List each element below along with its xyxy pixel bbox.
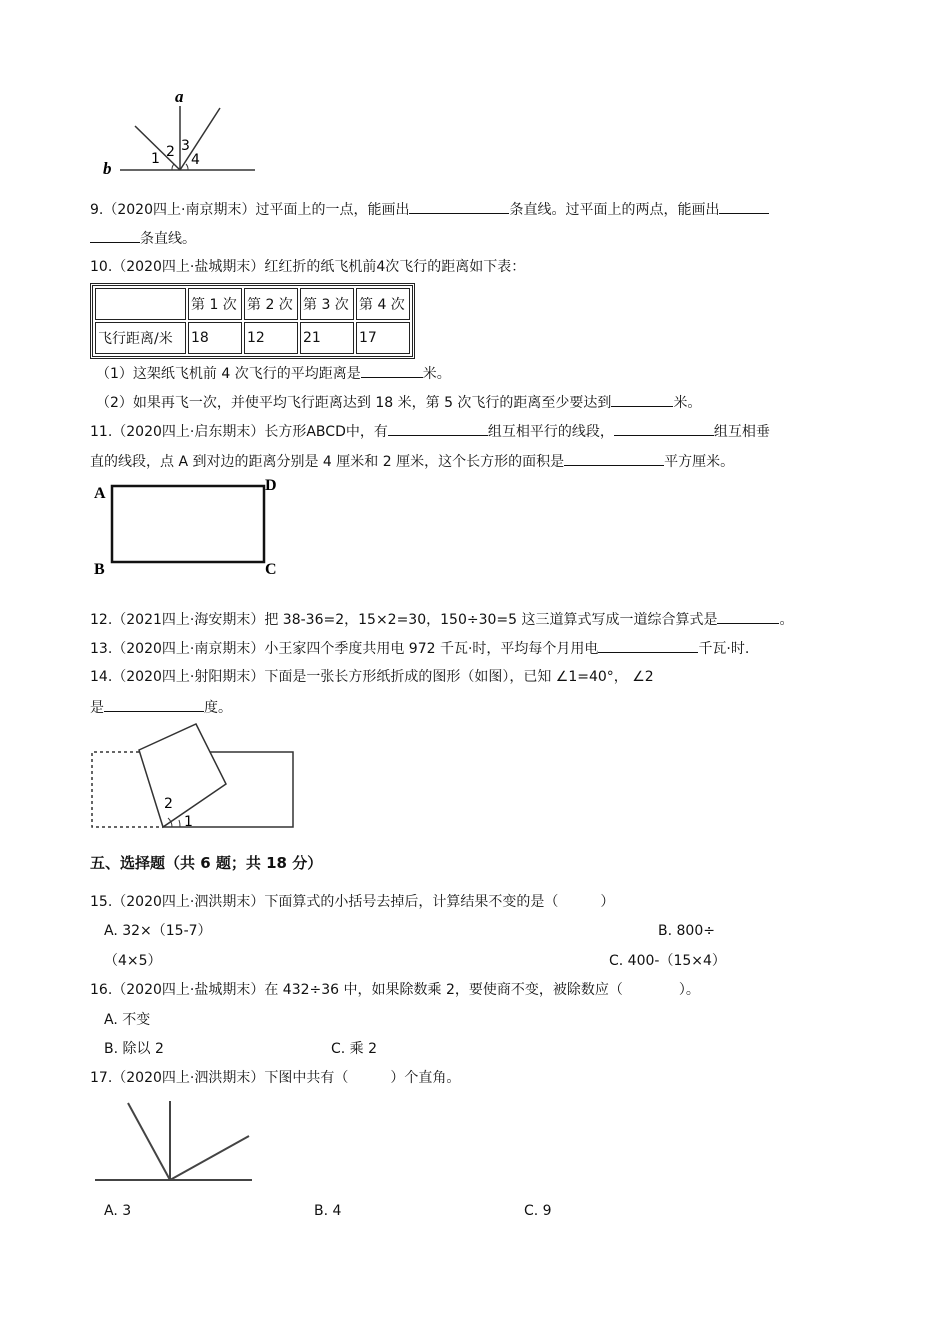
question-number: 11. xyxy=(90,424,113,440)
option-b-continued[interactable]: （4×5） xyxy=(104,953,162,969)
answer-blank[interactable] xyxy=(361,363,423,378)
table-header-cell: 第 1 次 xyxy=(188,288,242,320)
flight-distance-table xyxy=(90,283,415,359)
answer-blank[interactable] xyxy=(717,609,779,624)
table-header-cell: 第 2 次 xyxy=(244,288,298,320)
answer-blank[interactable] xyxy=(598,638,698,653)
question-number: 13. xyxy=(90,641,113,657)
answer-blank[interactable] xyxy=(614,421,714,436)
angle-label-2: 2 xyxy=(164,796,173,812)
option-c[interactable]: C. 9 xyxy=(524,1203,552,1219)
question-source: （2020四上·南京期末） xyxy=(103,202,256,218)
question-10: 10.（2020四上·盐城期末）红红折的纸飞机前4次飞行的距离如下表： xyxy=(90,259,526,275)
option-c[interactable]: C. 乘 2 xyxy=(331,1041,378,1057)
question-17: 17.（2020四上·泗洪期末）下图中共有（ ）个直角。 xyxy=(90,1070,461,1086)
question-9-line2: 条直线。 xyxy=(90,228,196,249)
question-number: 12. xyxy=(90,612,113,628)
angle-label-2: 2 xyxy=(166,144,175,160)
question-11-line2: 直的线段，点 A 到对边的距离分别是 4 厘米和 2 厘米，这个长方形的面积是 平方厘米。 xyxy=(90,451,734,472)
vertex-label-a: A xyxy=(94,485,106,502)
option-a[interactable]: A. 3 xyxy=(104,1203,132,1219)
answer-blank[interactable] xyxy=(611,392,673,407)
angle-label-4: 4 xyxy=(191,152,200,168)
question-number: 16. xyxy=(90,982,113,998)
angle-label-3: 3 xyxy=(181,138,190,154)
table-cell: 18 xyxy=(188,322,242,354)
answer-blank[interactable] xyxy=(719,199,769,214)
option-c[interactable]: C. 400-（15×4） xyxy=(609,953,726,969)
question-16: 16.（2020四上·盐城期末）在 432÷36 中，如果除数乘 2，要使商不变，被除数应（ ）。 xyxy=(90,982,700,998)
question-12: 12.（2021四上·海安期末）把 38-36=2，15×2=30，150÷30=5 这三道算式写成一道综合算式是 。 xyxy=(90,609,793,630)
answer-blank[interactable] xyxy=(90,228,140,243)
answer-blank[interactable] xyxy=(409,199,509,214)
option-a[interactable]: A. 不变 xyxy=(104,1012,151,1028)
question-10-sub2: （2）如果再飞一次，并使平均飞行距离达到 18 米，第 5 次飞行的距离至少要达到 米。 xyxy=(96,392,701,413)
question-number: 14. xyxy=(90,669,113,685)
table-cell: 17 xyxy=(356,322,410,354)
question-11: 11.（2020四上·启东期末）长方形ABCD中，有 组互相平行的线段， 组互相垂 xyxy=(90,421,770,442)
question-source: （2021四上·海安期末） xyxy=(112,612,265,628)
question-number: 9. xyxy=(90,202,104,218)
table-header-cell: 第 4 次 xyxy=(356,288,410,320)
question-13: 13.（2020四上·南京期末）小王家四个季度共用电 972 千瓦·时，平均每个月用电 千瓦·时. xyxy=(90,638,749,659)
question-14: 14.（2020四上·射阳期末）下面是一张长方形纸折成的图形（如图），已知 ∠1=40°， ∠2 xyxy=(90,669,654,685)
right-angle-figure xyxy=(92,1098,257,1188)
question-source: （2020四上·盐城期末） xyxy=(112,259,265,275)
table-header-cell: 第 3 次 xyxy=(300,288,354,320)
question-source: （2020四上·启东期末） xyxy=(112,424,265,440)
table-cell: 12 xyxy=(244,322,298,354)
question-10-sub1: （1）这架纸飞机前 4 次飞行的平均距离是 米。 xyxy=(96,363,451,384)
line-label-b: b xyxy=(103,159,112,178)
table-row xyxy=(95,322,410,354)
angle-label-1: 1 xyxy=(151,151,160,167)
option-b[interactable]: B. 除以 2 xyxy=(104,1041,164,1057)
line-label-a: a xyxy=(175,87,184,106)
option-b[interactable]: B. 4 xyxy=(314,1203,342,1219)
question-source: （2020四上·盐城期末） xyxy=(112,982,265,998)
rectangle-abcd-figure xyxy=(92,478,292,578)
section-heading: 五、选择题（共 6 题；共 18 分） xyxy=(90,854,323,872)
table-header-row xyxy=(95,288,410,320)
vertex-label-d: D xyxy=(265,477,277,494)
answer-blank[interactable] xyxy=(564,451,664,466)
question-15: 15.（2020四上·泗洪期末）下面算式的小括号去掉后，计算结果不变的是（ ） xyxy=(90,894,615,910)
folded-paper-figure xyxy=(88,720,303,835)
angle-label-1: 1 xyxy=(184,814,193,830)
table-header-cell xyxy=(95,288,186,320)
question-14-line2: 是 度。 xyxy=(90,697,232,718)
vertex-label-b: B xyxy=(94,561,105,578)
question-9: 9.（2020四上·南京期末）过平面上的一点，能画出 条直线。过平面上的两点，能画出 xyxy=(90,199,769,220)
question-source: （2020四上·泗洪期末） xyxy=(112,1070,265,1086)
answer-blank[interactable] xyxy=(104,697,204,712)
angle-figure-q8 xyxy=(95,88,265,178)
table-cell: 21 xyxy=(300,322,354,354)
question-number: 17. xyxy=(90,1070,113,1086)
question-number: 10. xyxy=(90,259,113,275)
answer-blank[interactable] xyxy=(388,421,488,436)
question-source: （2020四上·泗洪期末） xyxy=(112,894,265,910)
vertex-label-c: C xyxy=(265,561,277,578)
question-number: 15. xyxy=(90,894,113,910)
table-row-label: 飞行距离/米 xyxy=(95,322,186,354)
option-a[interactable]: A. 32×（15-7） xyxy=(104,923,212,939)
question-source: （2020四上·射阳期末） xyxy=(112,669,265,685)
question-source: （2020四上·南京期末） xyxy=(112,641,265,657)
option-b[interactable]: B. 800÷ xyxy=(658,923,715,939)
